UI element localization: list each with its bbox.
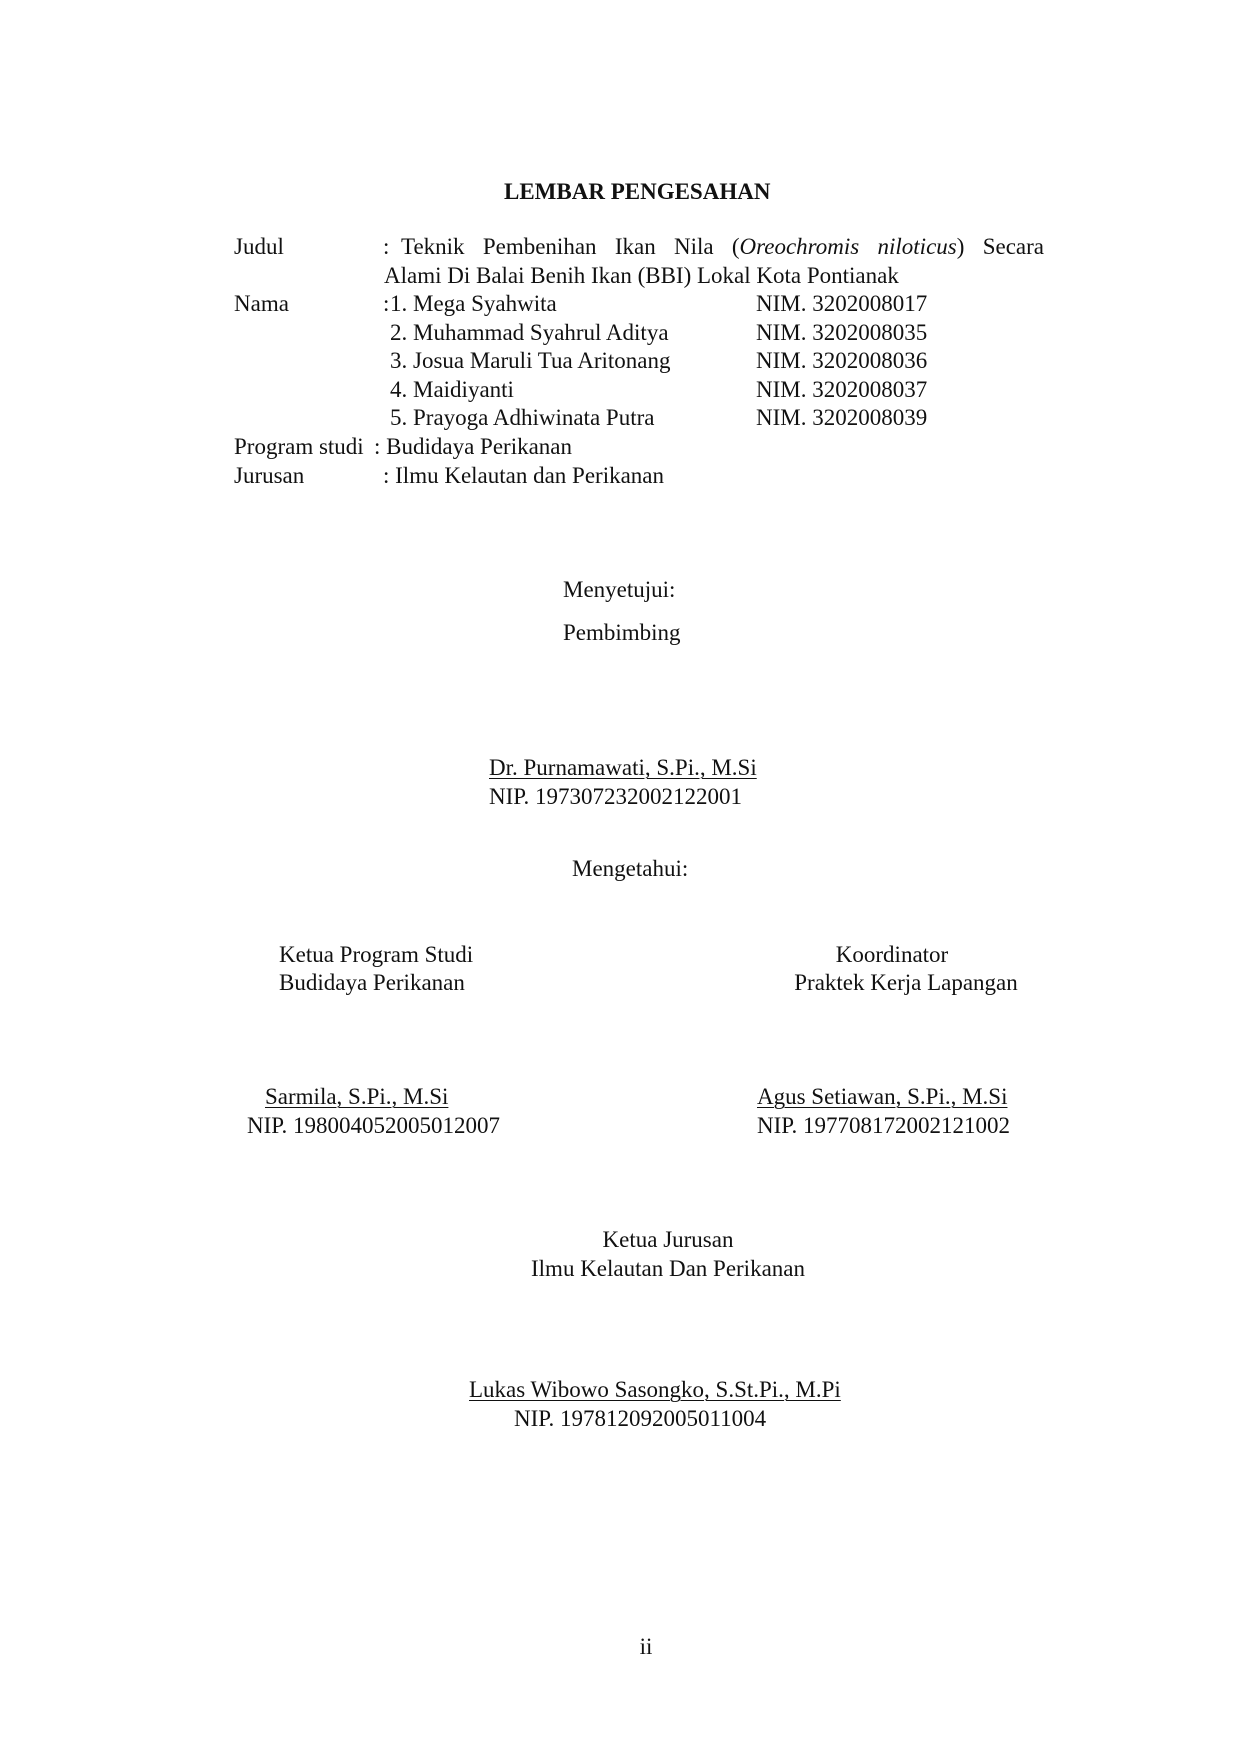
left-role-line-2: Budidaya Perikanan (279, 970, 465, 995)
dept-head-name: Lukas Wibowo Sasongko, S.St.Pi., M.Pi (469, 1377, 841, 1402)
member-name: 1. Mega Syahwita (390, 291, 557, 316)
member-nim: NIM. 3202008017 (756, 291, 928, 316)
member-name: 5. Prayoga Adhiwinata Putra (390, 405, 655, 430)
member-nim: NIM. 3202008039 (756, 405, 928, 430)
member-name: 3. Josua Maruli Tua Aritonang (390, 348, 671, 373)
left-signatory-nip: NIP. 198004052005012007 (247, 1113, 501, 1138)
page-number: ii (639, 1634, 653, 1659)
dept-head-role-line-1: Ketua Jurusan (602, 1227, 734, 1252)
member-nim: NIM. 3202008035 (756, 320, 928, 345)
advisor-nip: NIP. 197307232002122001 (489, 784, 743, 809)
dept-head-role-line-2: Ilmu Kelautan Dan Perikanan (531, 1256, 805, 1281)
member-name: 4. Maidiyanti (390, 377, 514, 402)
member-name: 2. Muhammad Syahrul Aditya (390, 320, 669, 345)
advisor-name: Dr. Purnamawati, S.Pi., M.Si (489, 755, 757, 780)
species-name: Oreochromis niloticus (739, 234, 957, 259)
dept-head-nip: NIP. 197812092005011004 (514, 1406, 767, 1431)
program-studi-label: Program studi (234, 434, 364, 459)
left-role-line-1: Ketua Program Studi (279, 942, 474, 967)
member-nim: NIM. 3202008037 (756, 377, 928, 402)
member-nim: NIM. 3202008036 (756, 348, 928, 373)
page-title: LEMBAR PENGESAHAN (504, 179, 771, 204)
jurusan-value: : Ilmu Kelautan dan Perikanan (383, 463, 665, 488)
menyetujui-text: Menyetujui: (563, 577, 676, 602)
nama-label: Nama (234, 291, 289, 316)
pembimbing-role: Pembimbing (563, 620, 681, 645)
judul-colon: : (383, 234, 390, 259)
right-signatory-nip: NIP. 197708172002121002 (757, 1113, 1011, 1138)
mengetahui-text: Mengetahui: (572, 856, 689, 881)
nama-colon: : (383, 291, 390, 316)
jurusan-label: Jurusan (234, 463, 305, 488)
right-role-line-2: Praktek Kerja Lapangan (794, 970, 1018, 995)
right-signatory-name: Agus Setiawan, S.Pi., M.Si (757, 1084, 1008, 1109)
judul-label: Judul (234, 234, 284, 259)
left-signatory-name: Sarmila, S.Pi., M.Si (265, 1084, 449, 1109)
right-role-line-1: Koordinator (835, 942, 949, 967)
judul-line-2: Alami Di Balai Benih Ikan (BBI) Lokal Kota Pontianak (384, 263, 899, 288)
program-studi-value: : Budidaya Perikanan (374, 434, 573, 459)
judul-line-1: Teknik Pembenihan Ikan Nila (Oreochromis niloticus) Secara (401, 234, 1044, 259)
